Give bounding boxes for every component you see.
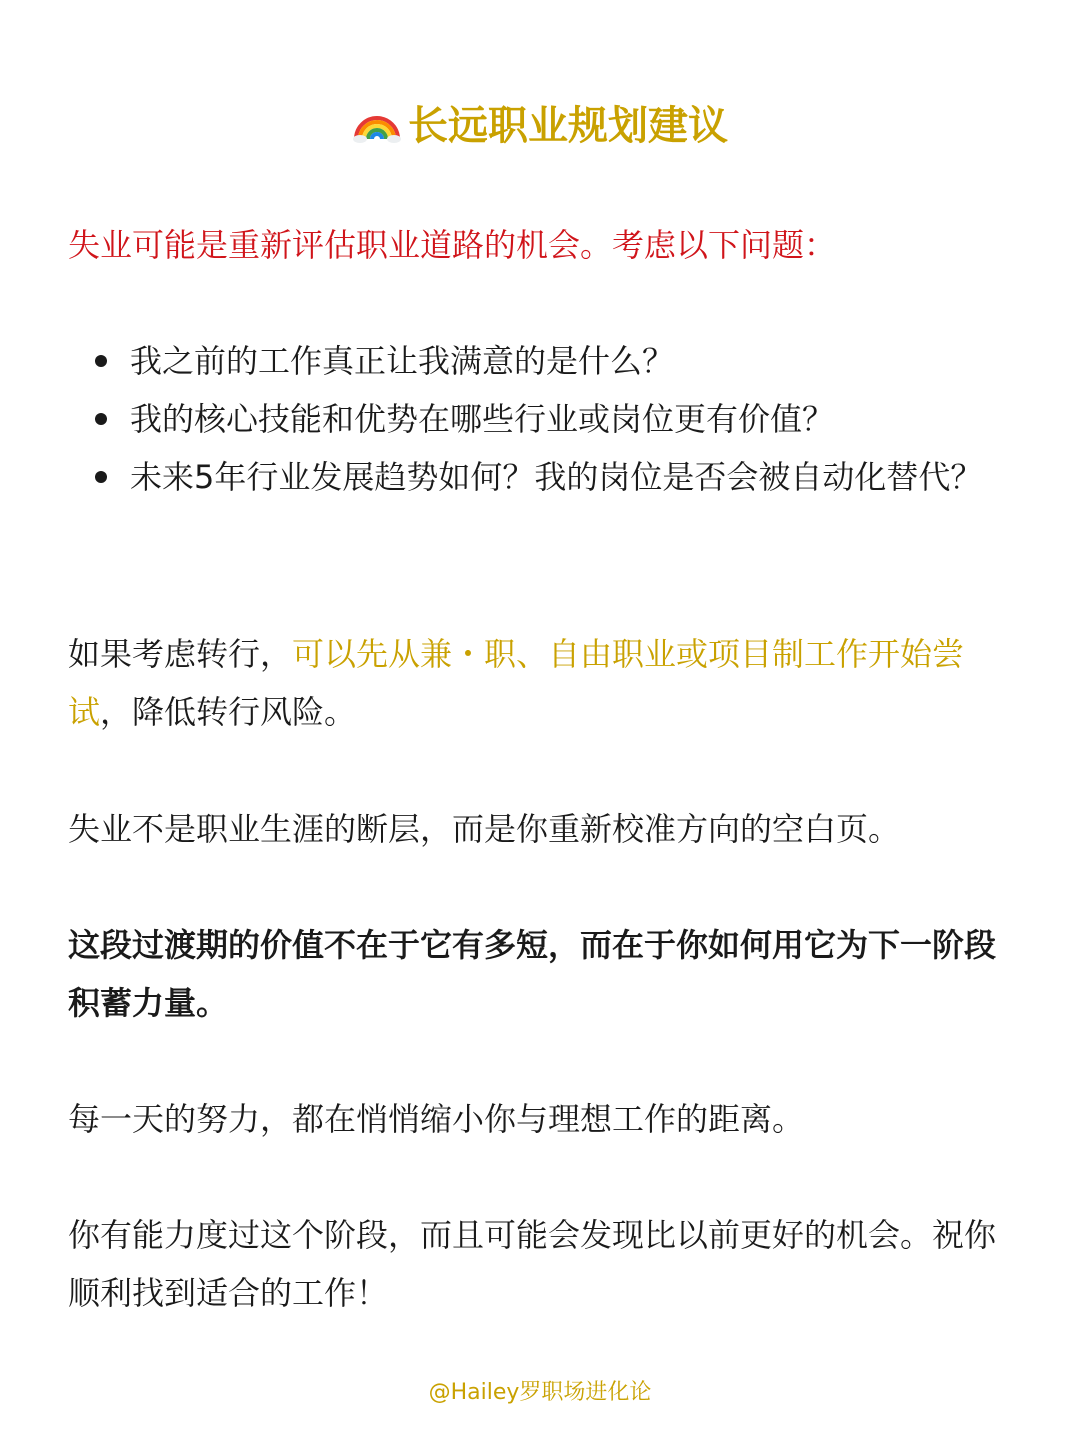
list-item-text: 我之前的工作真正让我满意的是什么？ [130, 342, 675, 380]
list-item [68, 332, 1013, 390]
list-item-text: 我的核心技能和优势在哪些行业或岗位更有价值？ [130, 400, 835, 438]
bullet-dot [95, 355, 107, 367]
daily-effort-paragraph: 每一天的努力，都在悄悄缩小你与理想工作的距离。 [68, 1100, 805, 1138]
career-change-highlight: 可以先从兼・职、自由职业或项目制工作开始尝试 [68, 635, 965, 731]
list-item-text: 未来5年行业发展趋势如何？我的岗位是否会被自动化替代？ [130, 458, 983, 496]
list-item [68, 390, 1013, 448]
gap-paragraph: 失业不是职业生涯的断层，而是你重新校准方向的空白页。 [68, 810, 901, 848]
career-change-paragraph [68, 625, 1013, 741]
list-item [68, 448, 1013, 506]
page-title-text: 长远职业规划建议 [408, 103, 728, 149]
page-title [0, 96, 1080, 156]
author-watermark: @Hailey罗职场进化论 [428, 1380, 652, 1405]
closing-paragraph: 你有能力度过这个阶段，而且可能会发现比以前更好的机会。祝你顺利找到适合的工作！ [68, 1216, 997, 1312]
career-change-suffix: ，降低转行风险。 [100, 693, 357, 731]
bullet-dot [95, 471, 107, 483]
emphasis-paragraph: 这段过渡期的价值不在于它有多短，而在于你如何用它为下一阶段积蓄力量。 [68, 926, 997, 1022]
rainbow-icon [352, 103, 402, 143]
career-change-prefix: 如果考虑转行， [68, 635, 293, 673]
intro-paragraph: 失业可能是重新评估职业道路的机会。考虑以下问题： [68, 226, 837, 264]
question-list [68, 332, 1013, 506]
bullet-dot [95, 413, 107, 425]
